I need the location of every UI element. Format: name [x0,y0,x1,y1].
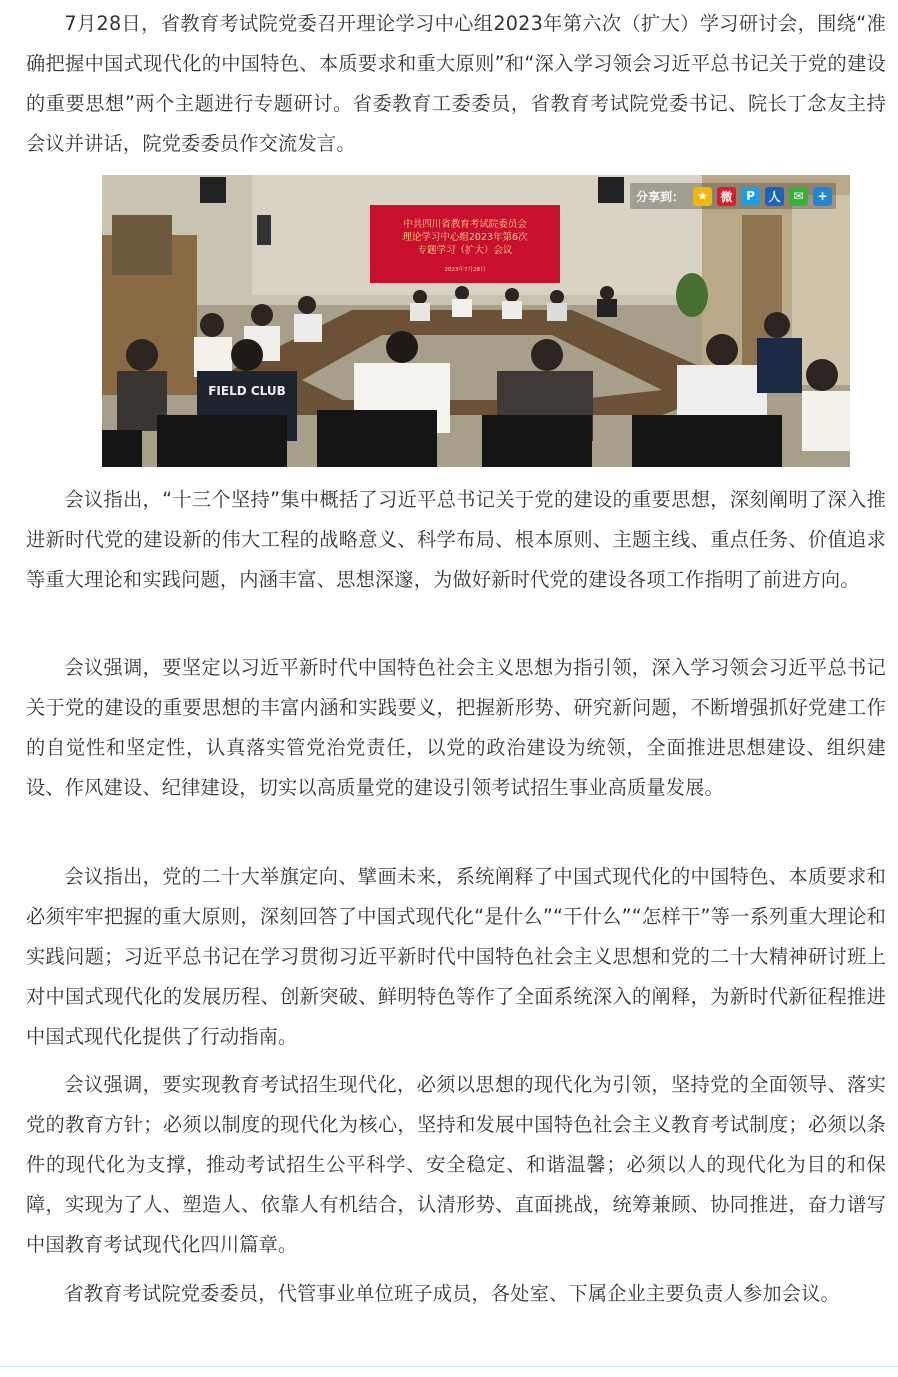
article-paragraph: 会议指出，党的二十大举旗定向、擘画未来，系统阐释了中国式现代化的中国特色、本质要求和必须牢牢把握的重大原则，深刻回答了中国式现代化“是什么”“干什么”“怎样干”等一系列重大理论和实践问题；习近平总书记在学习贯彻习近平新时代中国特色社会主义思想和党的二十大精神研讨班上对中国式现代化的发展历程、创新突破、鲜明特色等作了全面系统深入的阐释，为新时代新征程推进中国式现代化提供了行动指南。 [26,865,886,1048]
people-share-icon[interactable]: 人 [765,187,784,206]
banner-line: 中共四川省教育考试院委员会 [403,219,527,230]
tencent-weibo-share-icon[interactable]: P [741,187,760,206]
weibo-share-icon[interactable]: 微 [717,187,736,206]
wechat-share-icon[interactable]: ✉ [789,187,808,206]
article-paragraph: 会议强调，要坚定以习近平新时代中国特色社会主义思想为指引领，深入学习领会习近平总书记关于党的建设的重要思想的丰富内涵和实践要义，把握新形势、研究新问题，不断增强抓好党建工作的自觉性和坚定性，认真落实管党治党责任，以党的政治建设为统领，全面推进思想建设、组织建设、作风建设、纪律建设，切实以高质量党的建设引领考试招生事业高质量发展。 [26,656,886,799]
qzone-share-icon[interactable]: ★ [693,187,712,206]
more-share-icon[interactable]: + [813,187,832,206]
banner-date: 2023年7月28日 [444,267,486,273]
divider [0,1366,898,1367]
article-paragraph: 省教育考试院党委委员，代管事业单位班子成员，各处室、下属企业主要负责人参加会议。 [64,1282,840,1305]
article-paragraph: 会议指出，“十三个坚持”集中概括了习近平总书记关于党的建设的重要思想，深刻阐明了深入推进新时代党的建设新的伟大工程的战略意义、科学布局、根本原则、主题主线、重点任务、价值追求等重大理论和实践问题，内涵丰富、思想深邃，为做好新时代党的建设各项工作指明了前进方向。 [26,488,886,591]
banner-line: 专题学习（扩大）会议 [417,245,513,256]
article-paragraph: 会议强调，要实现教育考试招生现代化，必须以思想的现代化为引领，坚持党的全面领导、落实党的教育方针；必须以制度的现代化为核心，坚持和发展中国特色社会主义教育考试制度；必须以条件的现代化为支撑，推动考试招生公平科学、安全稳定、和谐温馨；必须以人的现代化为目的和保障，实现为了人、塑造人、依靠人有机结合，认清形势、直面挑战，统筹兼顾、协同推进，奋力谱写中国教育考试现代化四川篇章。 [26,1073,886,1256]
article-paragraph: 7月28日，省教育考试院党委召开理论学习中心组2023年第六次（扩大）学习研讨会，围绕“准确把握中国式现代化的中国特色、本质要求和重大原则”和“深入学习领会习近平总书记关于党的建设的重要思想”两个主题进行专题研讨。省委教育工委委员，省教育考试院党委书记、院长丁念友主持会议并讲话，院党委委员作交流发言。 [26,12,886,155]
meeting-photo [102,175,850,467]
banner-line: 理论学习中心组2023年第6次 [402,232,528,243]
tshirt-text: FIELD CLUB [208,384,286,398]
share-bar [630,183,836,209]
share-label: 分享到： [635,189,684,204]
